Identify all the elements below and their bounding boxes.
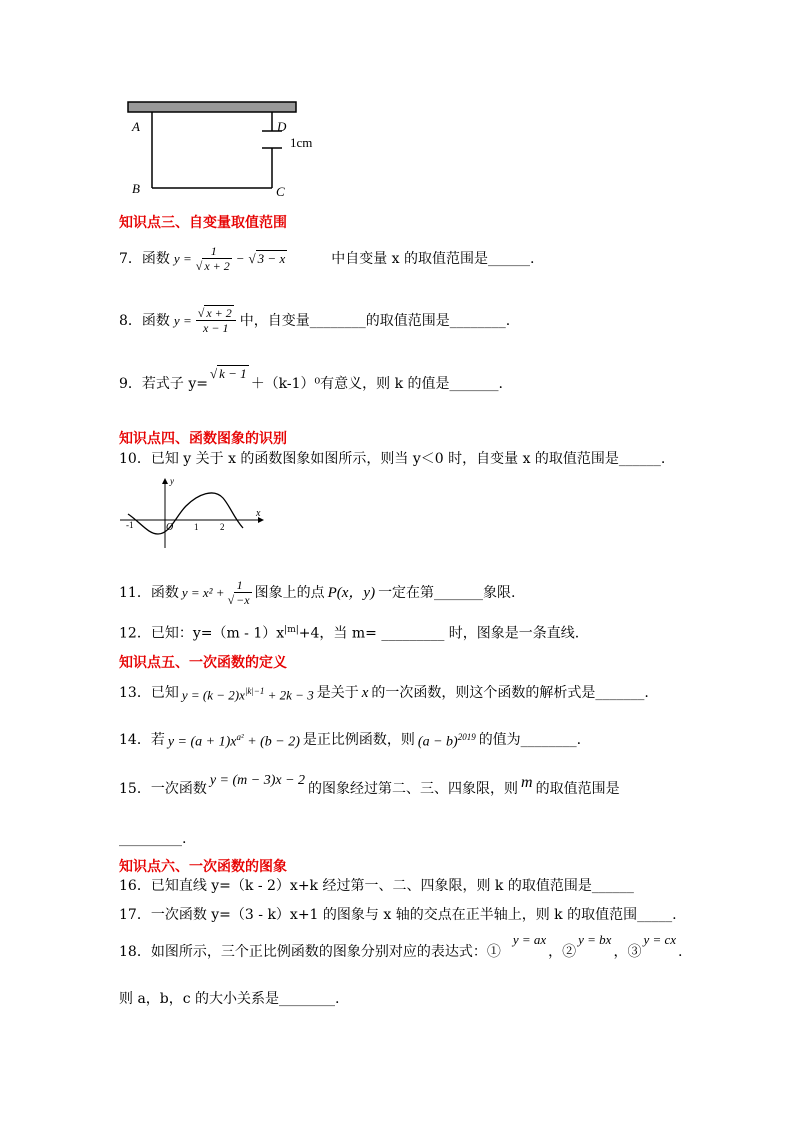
q18-expr-c: y = cx	[643, 932, 677, 947]
question-13	[119, 682, 649, 704]
q15-number: 15．一次函数	[119, 781, 207, 797]
q18-text: 18．如图所示，三个正比例函数的图象分别对应的表达式：①	[119, 944, 501, 960]
question-10: 10．已知 y 关于 x 的函数图象如图所示，则当 y＜0 时，自变量 x 的取值范围是______.	[119, 451, 666, 467]
tick-1: 1	[194, 522, 199, 532]
q15-text-end: 的取值范围是	[535, 781, 620, 797]
q15-text-mid: 的图象经过第二、三、四象限，则	[308, 781, 519, 797]
q7-minus: −	[235, 250, 245, 266]
circuit-figure	[120, 98, 330, 203]
label-d: D	[277, 119, 287, 134]
q15-var: m	[521, 774, 533, 791]
question-8	[119, 306, 510, 335]
q11-text-end: 一定在第_______象限.	[378, 584, 516, 601]
question-17: 17．一次函数 y=（3 - k）x+1 的图象与 x 轴的交点在正半轴上，则 k 的取值范围_____.	[119, 907, 677, 923]
question-7	[119, 244, 534, 273]
q7-number: 7．函数	[119, 250, 170, 267]
q8-number: 8．函数	[119, 312, 170, 329]
q12-text-b: +4，当 m= _________ 时，图象是一条直线.	[298, 625, 580, 642]
q12-exponent: |m|	[284, 625, 299, 635]
q11-text-mid: 图象上的点	[254, 584, 325, 601]
q14-text-mid: 是正比例函数，则	[302, 731, 415, 748]
question-9	[119, 366, 504, 393]
q12-text-a: 12．已知：y=（m - 1）x	[119, 625, 285, 642]
q14-text-end: 的值为________.	[478, 731, 582, 748]
tick-minus1: -1	[126, 520, 134, 530]
q18-expr-b: y = bx	[578, 932, 612, 947]
q18-end: .	[678, 944, 683, 960]
section-4-heading: 知识点四、函数图象的识别	[119, 431, 287, 447]
q14-expr2: $(a - b)^{2019}$	[417, 732, 476, 750]
q7-lhs: y =	[173, 250, 192, 266]
question-15-line2: _________.	[119, 831, 187, 847]
q11-fraction: $\frac{1}{√ -x}$	[227, 578, 250, 607]
question-12	[119, 621, 579, 643]
label-a: A	[132, 119, 140, 134]
question-18	[119, 932, 683, 961]
question-15	[119, 773, 620, 798]
q13-text-end: 的一次函数，则这个函数的解析式是_______.	[371, 685, 649, 702]
y-axis-arrow	[162, 478, 168, 484]
q11-number: 11．函数	[119, 584, 179, 601]
q8-lhs: y =	[173, 312, 192, 328]
section-6-heading: 知识点六、一次函数的图象	[119, 859, 287, 875]
q11-expr: y = x² +	[181, 584, 225, 600]
q9-number: 9．若式子 y=	[119, 376, 208, 392]
q7-text: 中自变量 x 的取值范围是______.	[331, 250, 535, 267]
q8-fraction: $\frac{√ x + 2}{x - 1}$	[196, 306, 236, 335]
q14-expr: $y = (a + 1)x^{a^2} + (b - 2)$	[167, 732, 300, 750]
section-5-heading: 知识点五、一次函数的定义	[119, 655, 287, 671]
q7-fraction: $\frac{1}{√ x + 2}$	[195, 244, 230, 273]
q7-sqrt: √ 3 − x	[248, 250, 286, 266]
function-graph-q10	[118, 476, 270, 550]
section-3-heading: 知识点三、自变量取值范围	[119, 215, 287, 231]
q18-expr-a: y = ax	[512, 932, 547, 947]
label-c: C	[276, 184, 285, 199]
question-16: 16．已知直线 y=（k - 2）x+k 经过第一、二、四象限，则 k 的取值范围是______	[119, 878, 634, 894]
x-label: x	[256, 508, 261, 519]
q18-sep2: ，③	[613, 944, 642, 960]
question-14	[119, 728, 581, 752]
q13-number: 13．已知	[119, 685, 179, 702]
tick-2: 2	[220, 522, 225, 532]
question-18-line2: 则 a，b，c 的大小关系是________.	[119, 991, 340, 1007]
curve	[128, 493, 243, 534]
q15-expr: y = (m − 3)x − 2	[209, 773, 306, 788]
q11-point: P(x，y)	[327, 584, 376, 601]
q9-sqrt: √ k − 1	[210, 366, 247, 381]
q9-text: ＋（k-1）⁰有意义，则 k 的值是_______.	[250, 376, 504, 392]
y-label: y	[170, 476, 174, 486]
question-11	[119, 578, 516, 607]
q8-text: 中，自变量________的取值范围是________.	[239, 312, 511, 329]
q13-text-mid: 是关于	[316, 685, 359, 702]
tick-origin: O	[166, 522, 174, 533]
q14-number: 14．若	[119, 731, 165, 748]
label-1cm: 1cm	[290, 135, 313, 150]
ceiling-bar	[128, 102, 296, 112]
q18-sep1: ，②	[548, 944, 577, 960]
q13-var: x	[361, 685, 369, 702]
label-b: B	[132, 181, 140, 196]
q13-expr: $y = (k - 2)x^{|k|-1} + 2k - 3$	[181, 686, 314, 703]
